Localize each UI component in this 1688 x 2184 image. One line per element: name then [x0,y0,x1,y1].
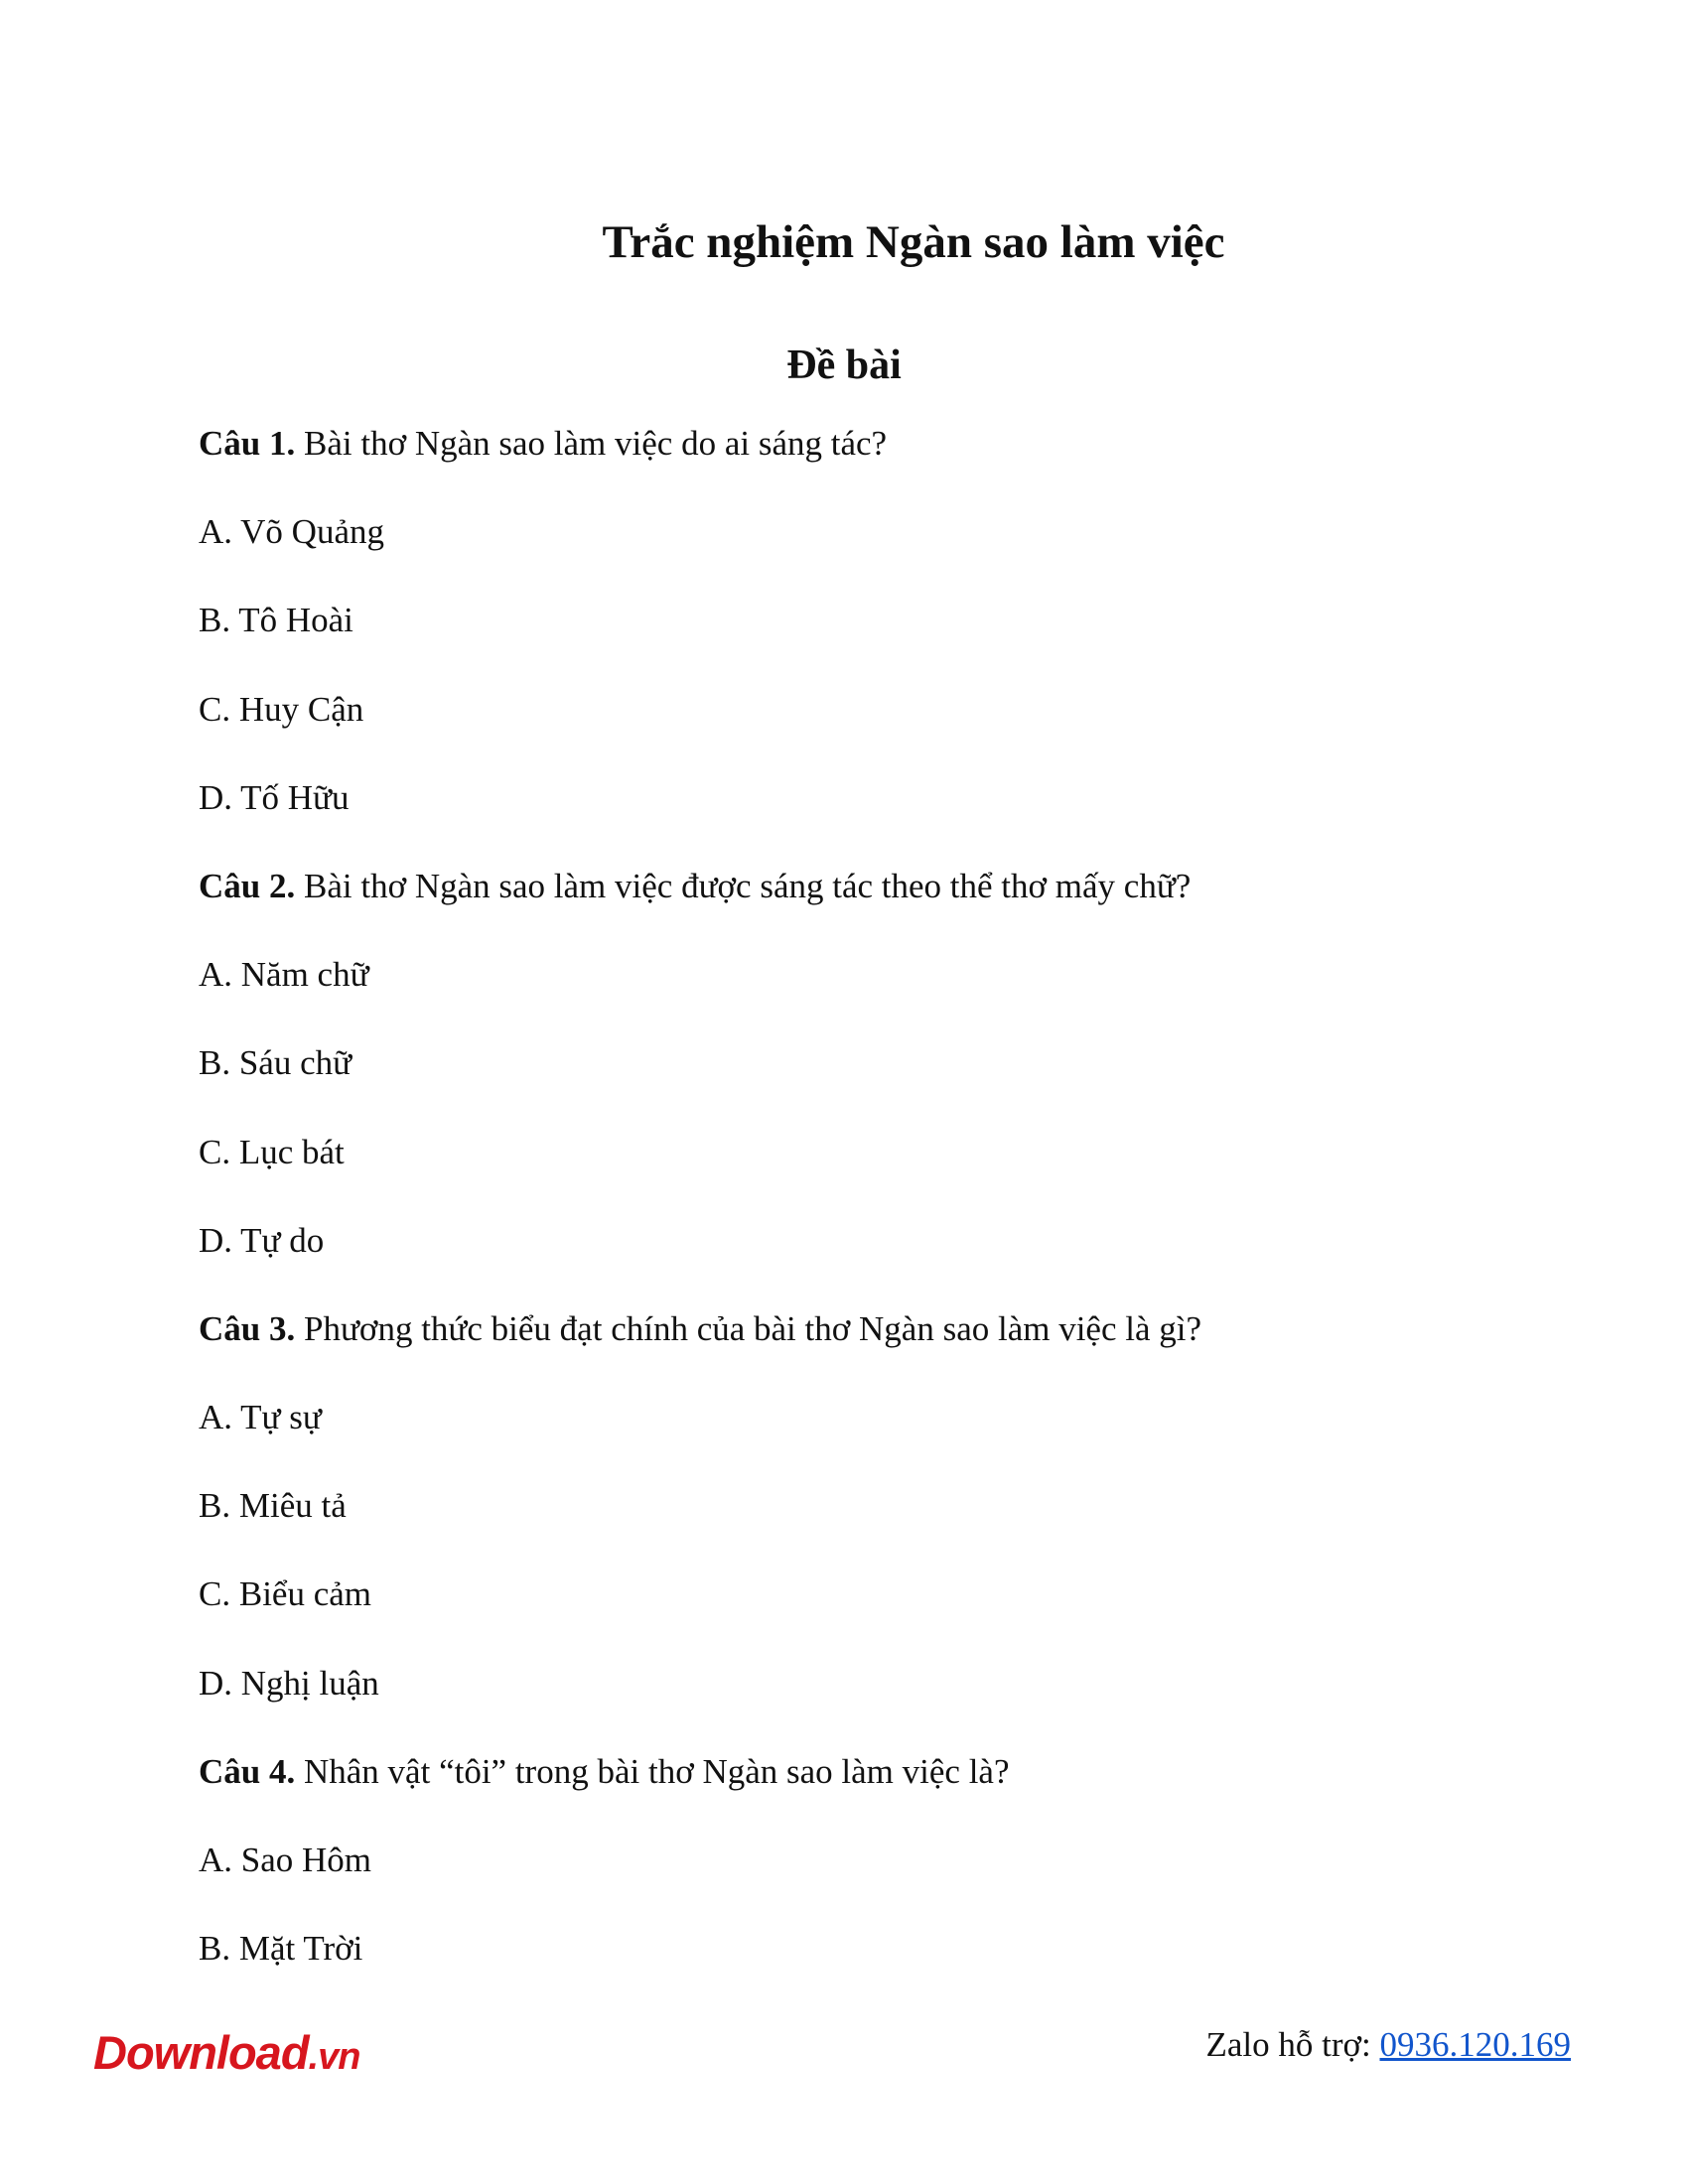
answer-option: C. Huy Cận [199,689,364,729]
question-4 [199,1750,1569,1839]
question-2 [199,865,1569,953]
question-number: Câu 3. [199,1308,296,1348]
answer-option: D. Nghị luận [199,1663,379,1703]
answer-option: B. Miêu tả [199,1486,347,1526]
support-phone-link[interactable]: 0936.120.169 [1379,2025,1571,2064]
question-number: Câu 1. [199,424,296,463]
question-text: Bài thơ Ngàn sao làm việc được sáng tác theo thể thơ mấy chữ? [295,866,1192,905]
zalo-support [1206,2023,1572,2067]
support-label: Zalo hỗ trợ: [1205,2025,1380,2064]
logo-text: Download [93,2026,309,2079]
answer-option: A. Năm chữ [199,955,369,995]
answer-option: D. Tố Hữu [199,777,350,817]
question-3 [199,1307,1569,1396]
answer-option: A. Sao Hôm [199,1841,372,1879]
logo-suffix: .vn [308,2036,360,2078]
document-title: Trắc nghiệm Ngàn sao làm việc [602,216,1225,268]
question-number: Câu 4. [199,1751,296,1791]
question-text: Phương thức biểu đạt chính của bài thơ Ngàn sao làm việc là gì? [295,1308,1202,1348]
question-number: Câu 2. [199,866,296,905]
download-vn-logo[interactable] [93,2025,359,2085]
answer-option: C. Biểu cảm [199,1574,371,1614]
answer-option: B. Tô Hoài [199,601,353,640]
question-text: Nhân vật “tôi” trong bài thơ Ngàn sao làm việc là? [295,1751,1010,1791]
answer-option: C. Lục bát [199,1132,345,1171]
question-text: Bài thơ Ngàn sao làm việc do ai sáng tác? [295,424,888,463]
answer-option: B. Mặt Trời [199,1929,363,1969]
answer-option: A. Tự sự [199,1398,322,1437]
answer-option: D. Tự do [199,1220,325,1260]
question-1 [199,422,1569,510]
question-list [199,422,1569,2015]
answer-option: A. Võ Quảng [199,512,384,552]
section-heading: Đề bài [786,342,902,388]
answer-option: B. Sáu chữ [199,1043,352,1083]
